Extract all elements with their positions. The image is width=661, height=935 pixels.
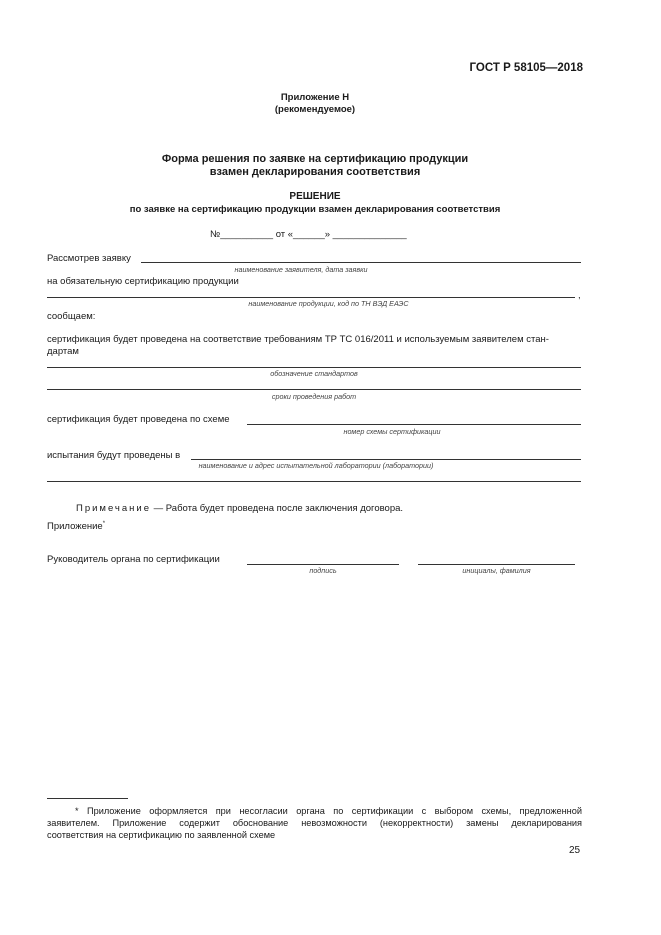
scheme-label: сертификация будет проведена по схеме	[47, 414, 230, 425]
standards-line	[47, 367, 581, 368]
name-caption: инициалы, фамилия	[462, 566, 531, 575]
number-blank: __________	[220, 229, 274, 240]
form-title-line2: взамен декларирования соответствия	[209, 166, 421, 178]
product-line	[47, 297, 575, 298]
standard-code: ГОСТ Р 58105—2018	[469, 62, 583, 74]
date-month-blank: » ______________	[324, 229, 407, 240]
appendix-title: Приложение Н	[280, 92, 350, 103]
page-number: 25	[569, 845, 581, 856]
footnote-line3: соответствия на сертификацию по заявленной схеме	[47, 830, 276, 840]
note	[76, 503, 403, 514]
terms-line	[47, 389, 581, 390]
standards-caption: обозначение стандартов	[270, 369, 358, 378]
footnote	[47, 805, 582, 841]
applicant-caption: наименование заявителя, дата заявки	[234, 265, 368, 274]
scheme-caption: номер схемы сертификации	[343, 427, 441, 436]
product-comma: ,	[578, 290, 581, 301]
date-from: от «	[275, 229, 294, 240]
signature-line	[247, 564, 399, 565]
decision-subtitle: по заявке на сертификацию продукции взамен декларирования соответствия	[129, 204, 501, 215]
cert-standard-line1: сертификация будет проведена на соответствие требованиям ТР ТС 016/2011 и используемым заявителем стан-	[47, 334, 549, 345]
name-line	[418, 564, 575, 565]
decision-number-line	[210, 229, 407, 240]
cert-standard-line2: дартам	[47, 346, 79, 357]
lab-caption: наименование и адрес испытательной лаборатории (лаборатории)	[198, 461, 434, 470]
inform-label: сообщаем:	[47, 311, 96, 322]
note-label: Примечание	[76, 503, 151, 514]
date-day-blank: ______	[293, 229, 325, 240]
considered-label: Рассмотрев заявку	[47, 253, 131, 264]
scheme-line	[247, 424, 581, 425]
footnote-separator	[47, 798, 128, 799]
attachment-mark: *	[102, 521, 106, 527]
lab-line-2	[47, 481, 581, 482]
attachment-label: Приложение	[47, 521, 103, 533]
footnote-line1: * Приложение оформляется при несогласии органа по сертификации с выбором схемы, предложенной	[75, 806, 582, 816]
note-text: Работа будет проведена после заключения договора.	[165, 503, 404, 514]
mandatory-cert-label: на обязательную сертификацию продукции	[47, 276, 239, 287]
number-prefix: №	[210, 229, 221, 240]
applicant-line	[141, 262, 581, 263]
decision-title: РЕШЕНИЕ	[289, 191, 341, 202]
appendix-subtitle: (рекомендуемое)	[274, 104, 356, 115]
head-label: Руководитель органа по сертификации	[47, 554, 220, 565]
product-caption: наименование продукции, код по ТН ВЭД ЕАЭС	[248, 299, 409, 308]
form-title-line1: Форма решения по заявке на сертификацию продукции	[161, 153, 469, 165]
lab-line	[191, 459, 581, 460]
terms-caption: сроки проведения работ	[271, 392, 357, 401]
footnote-line2: заявителем. Приложение содержит обоснование невозможности (некорректности) замены декларирования	[47, 818, 582, 828]
signature-caption: подпись	[309, 566, 337, 575]
attachment	[47, 521, 105, 532]
note-dash: —	[151, 503, 166, 514]
tests-label: испытания будут проведены в	[47, 450, 181, 461]
